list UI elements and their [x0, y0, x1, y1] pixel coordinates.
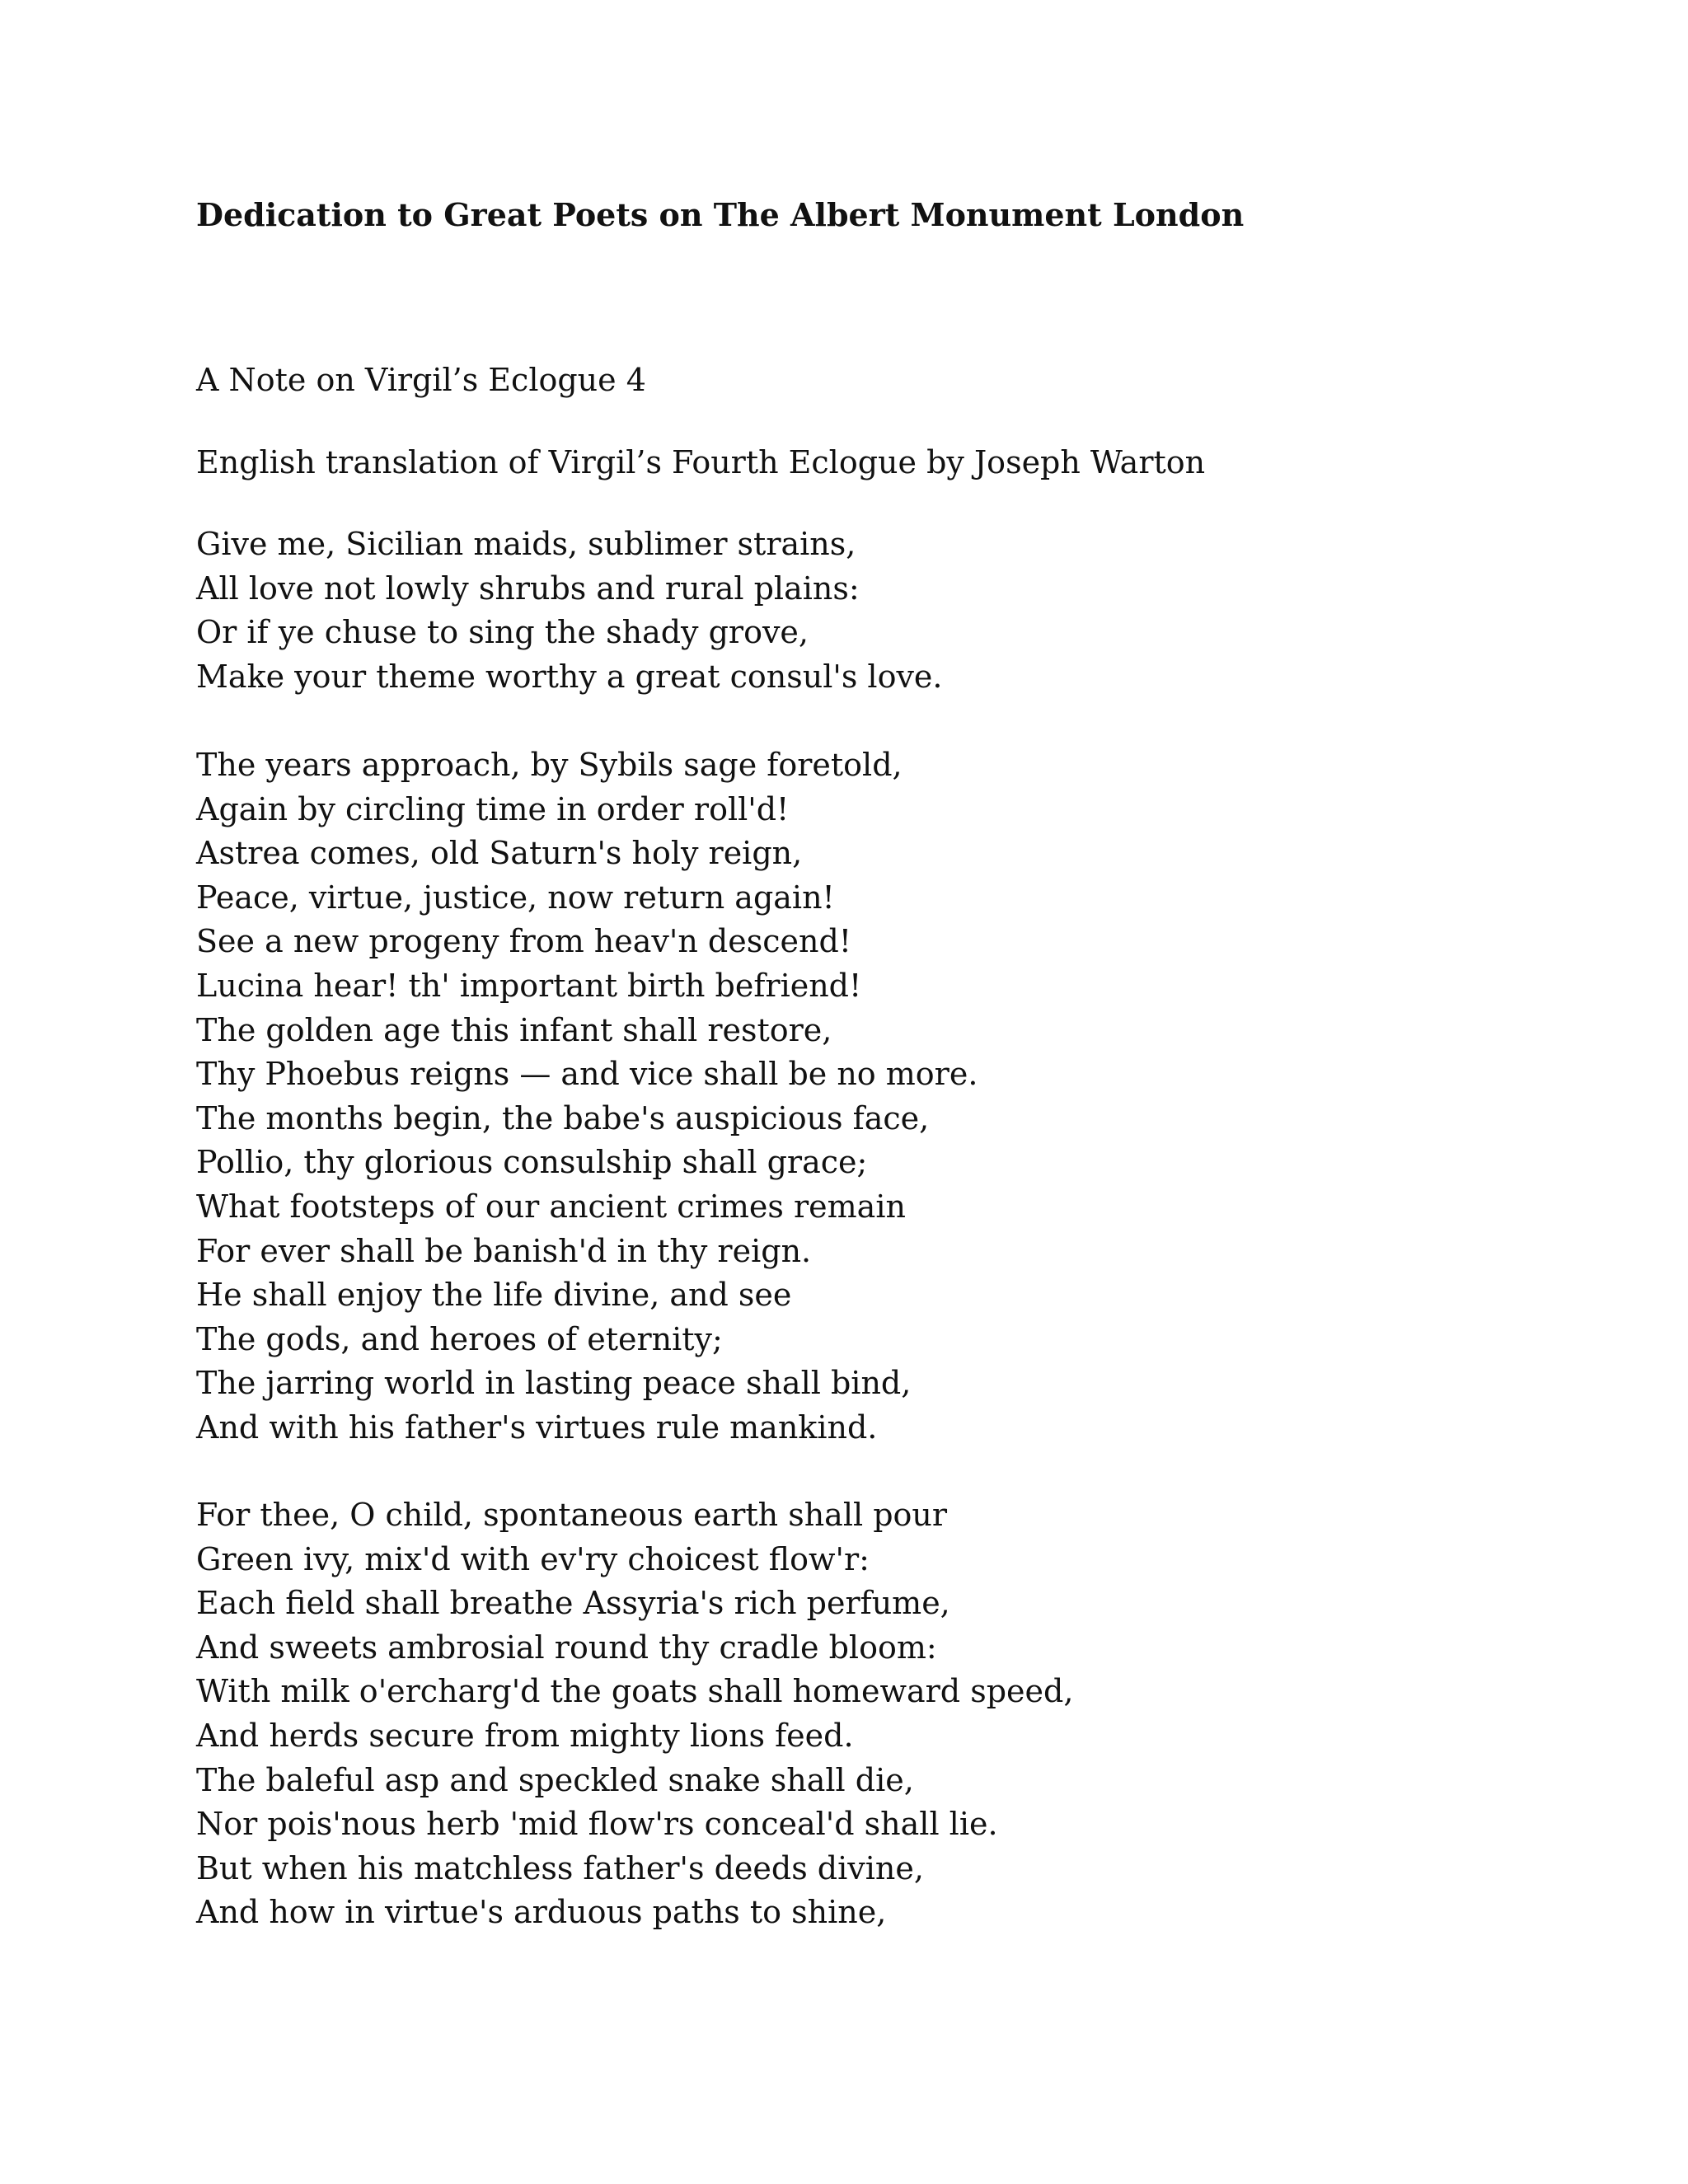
poem-line: Lucina hear! th' important birth befriend! [196, 967, 862, 1004]
poem-line: The years approach, by Sybils sage foretold, [196, 747, 903, 783]
poem-line: The months begin, the babe's auspicious face, [196, 1099, 930, 1137]
stanza-1 [196, 523, 943, 699]
poem-line: What footsteps of our ancient crimes remain [196, 1188, 906, 1225]
poem-line: And with his father's virtues rule mankind. [196, 1408, 878, 1446]
poem-line: But when his matchless father's deeds divine, [196, 1849, 924, 1886]
poem-line: Thy Phoebus reigns — and vice shall be no more. [196, 1056, 978, 1093]
translation-heading: English translation of Virgil’s Fourth Eclogue by Joseph Warton [196, 444, 1206, 480]
poem-line: Pollio, thy glorious consulship shall grace; [196, 1144, 868, 1181]
poem-line: Give me, Sicilian maids, sublimer strains, [196, 526, 856, 562]
poem-line: And how in virtue's arduous paths to shine, [196, 1894, 887, 1931]
poem-line: Or if ye chuse to sing the shady grove, [196, 614, 809, 651]
poem-line: With milk o'ercharg'd the goats shall homeward speed, [196, 1673, 1074, 1710]
stanza-2 [196, 743, 978, 1451]
poem-line: Green ivy, mix'd with ev'ry choicest flow'r: [196, 1540, 870, 1577]
poem-line: All love not lowly shrubs and rural plains: [196, 569, 860, 607]
poem-line: The jarring world in lasting peace shall bind, [196, 1365, 912, 1402]
poem-line: Astrea comes, old Saturn's holy reign, [196, 835, 803, 872]
poem-line: And herds secure from mighty lions feed. [196, 1717, 854, 1754]
poem-line: Again by circling time in order roll'd! [196, 790, 790, 827]
poem-line: The gods, and heroes of eternity; [196, 1320, 723, 1357]
poem-line: For ever shall be banish'd in thy reign. [196, 1232, 812, 1269]
poem-line: Each field shall breathe Assyria's rich perfume, [196, 1585, 950, 1622]
stanza-3 [196, 1493, 1073, 1935]
page-title: Dedication to Great Poets on The Albert Monument London [196, 196, 1245, 233]
poem-line: See a new progeny from heav'n descend! [196, 923, 852, 960]
poem-line: And sweets ambrosial round thy cradle bloom: [196, 1629, 937, 1666]
poem-line: Peace, virtue, justice, now return again! [196, 879, 835, 916]
poem-line: For thee, O child, spontaneous earth shall pour [196, 1497, 948, 1533]
poem-line: Make your theme worthy a great consul's love. [196, 658, 943, 695]
note-heading: A Note on Virgil’s Eclogue 4 [196, 362, 646, 398]
poem-line: Nor pois'nous herb 'mid flow'rs conceal'd shall lie. [196, 1806, 998, 1843]
poem-line: He shall enjoy the life divine, and see [196, 1277, 792, 1314]
poem-line: The golden age this infant shall restore, [196, 1011, 832, 1048]
poem-line: The baleful asp and speckled snake shall die, [196, 1761, 914, 1798]
